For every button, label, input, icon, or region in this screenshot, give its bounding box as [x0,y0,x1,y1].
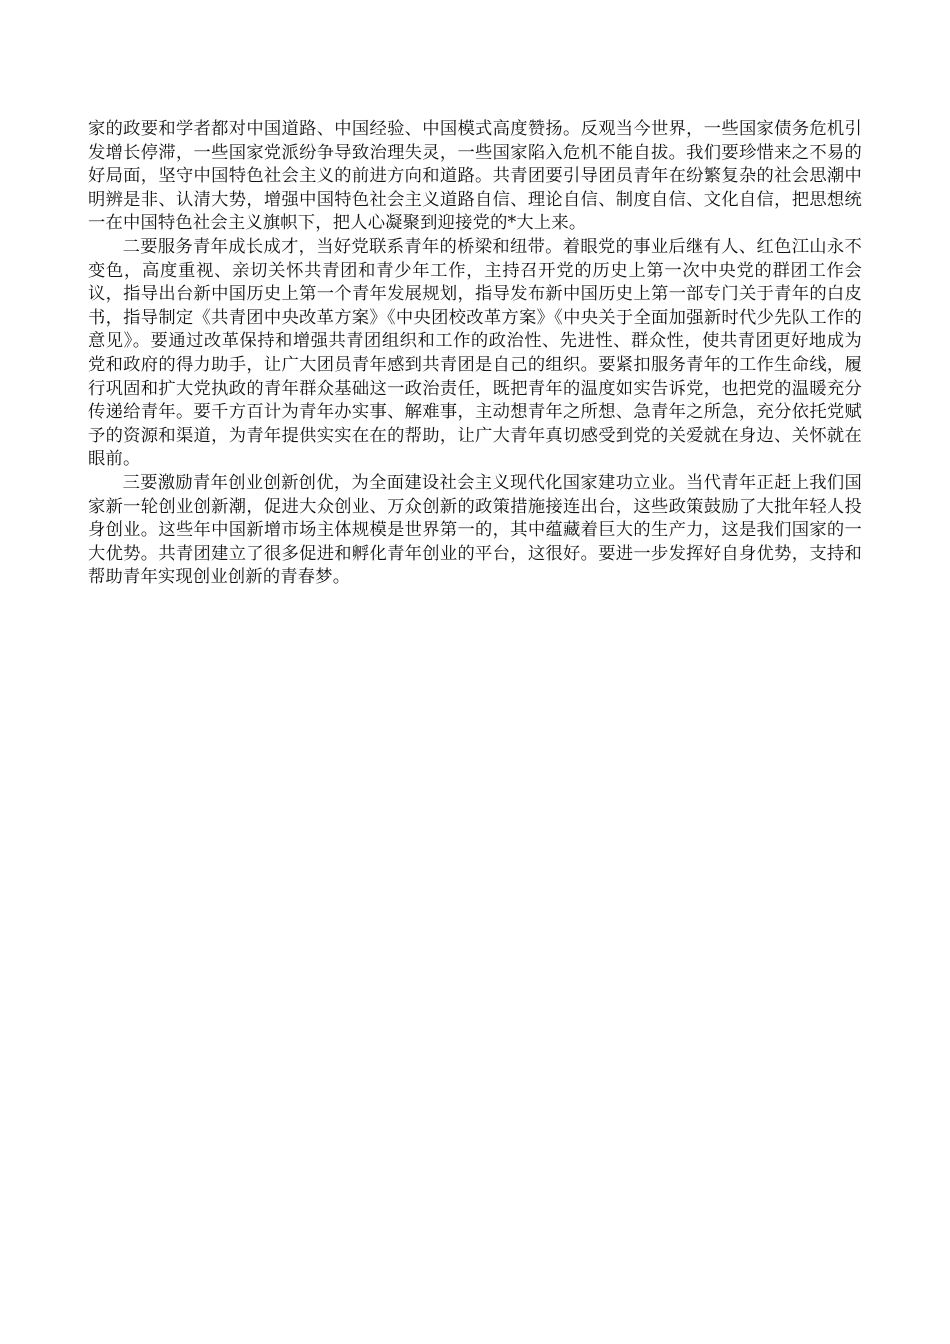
paragraph-second-point: 二要服务青年成长成才，当好党联系青年的桥梁和纽带。着眼党的事业后继有人、红色江山永不变色，高度重视、亲切关怀共青团和青少年工作，主持召开党的历史上第一次中央党的群团工作会议，指导出台新中国历史上第一个青年发展规划，指导发布新中国历史上第一部专门关于青年的白皮书，指导制定《共青团中央改革方案》《中央团校改革方案》《中央关于全面加强新时代少先队工作的意见》。要通过改革保持和增强共青团组织和工作的政治性、先进性、群众性，使共青团更好地成为党和政府的得力助手，让广大团员青年感到共青团是自己的组织。要紧扣服务青年的工作生命线，履行巩固和扩大党执政的青年群众基础这一政治责任，既把青年的温度如实告诉党，也把党的温暖充分传递给青年。要千方百计为青年办实事、解难事，主动想青年之所想、急青年之所急，充分依托党赋予的资源和渠道，为青年提供实实在在的帮助，让广大青年真切感受到党的关爱就在身边、关怀就在眼前。 [88,236,862,470]
paragraph-third-point: 三要激励青年创业创新创优，为全面建设社会主义现代化国家建功立业。当代青年正赶上我们国家新一轮创业创新潮，促进大众创业、万众创新的政策措施接连出台，这些政策鼓励了大批年轻人投身创业。这些年中国新增市场主体规模是世界第一的，其中蕴藏着巨大的生产力，这是我们国家的一大优势。共青团建立了很多促进和孵化青年创业的平台，这很好。要进一步发挥好自身优势，支持和帮助青年实现创业创新的青春梦。 [88,472,862,588]
document-page [88,118,862,590]
paragraph-continued: 家的政要和学者都对中国道路、中国经验、中国模式高度赞扬。反观当今世界，一些国家债务危机引发增长停滞，一些国家党派纷争导致治理失灵，一些国家陷入危机不能自拔。我们要珍惜来之不易的好局面，坚守中国特色社会主义的前进方向和道路。共青团要引导团员青年在纷繁复杂的社会思潮中明辨是非、认清大势，增强中国特色社会主义道路自信、理论自信、制度自信、文化自信，把思想统一在中国特色社会主义旗帜下，把人心凝聚到迎接党的*大上来。 [88,119,862,234]
